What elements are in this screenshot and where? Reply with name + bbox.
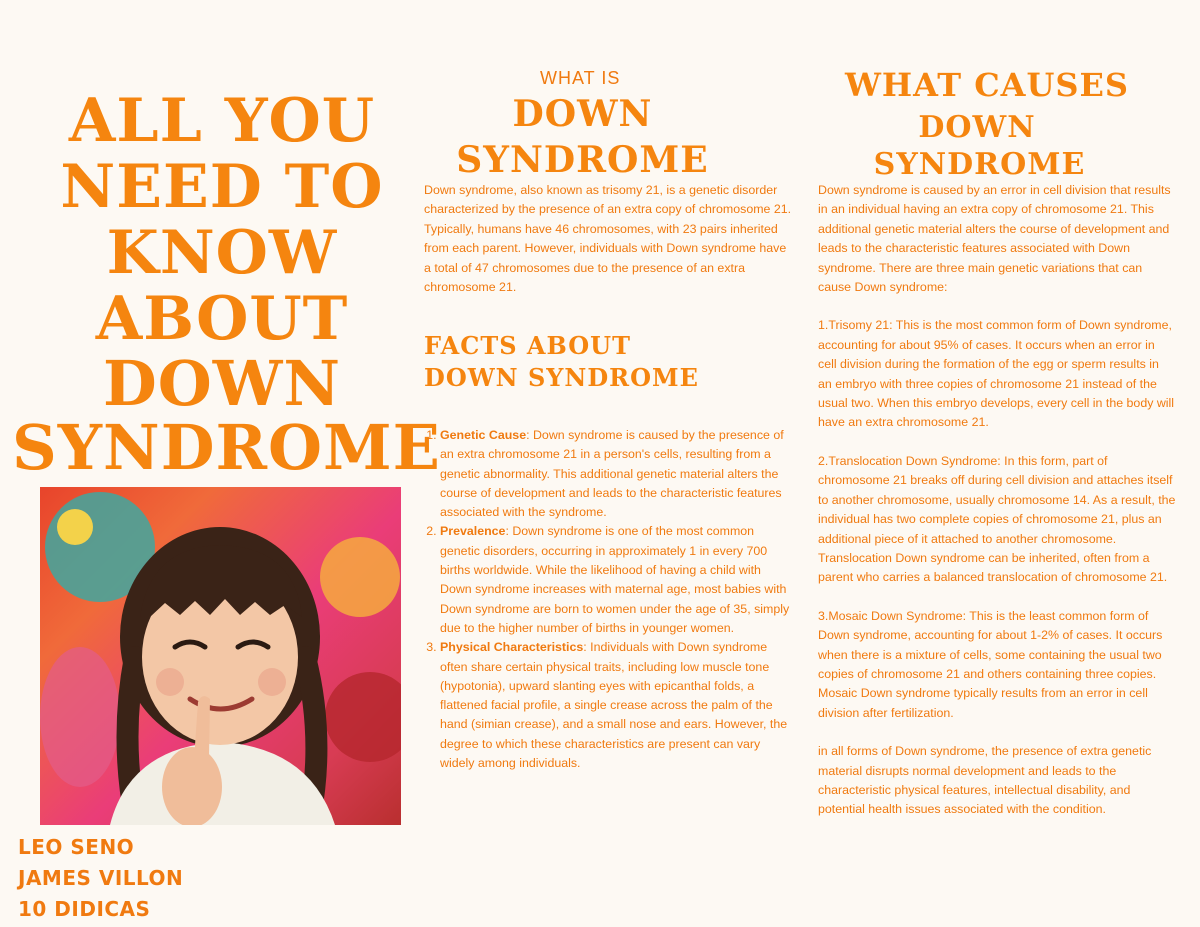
causes-title: DOWN bbox=[918, 110, 1036, 145]
what-is-pretitle: WHAT IS bbox=[540, 68, 621, 88]
cover-title-line: ALL YOU bbox=[68, 86, 376, 156]
child-illustration bbox=[40, 487, 401, 825]
author-name: JAMES VILLON bbox=[18, 866, 184, 890]
what-is-title: SYNDROME bbox=[456, 139, 709, 181]
causes-body bbox=[818, 181, 1176, 839]
causes-paragraph: Down syndrome is caused by an error in cell division that results in an individual having an extra copy of chromosome 21. This additional genetic material alters the course of development and leads to the characteristic features associated with Down syndrome. There are three main genetic variations that can cause Down syndrome: bbox=[818, 183, 1171, 295]
fact-term: Genetic Cause bbox=[440, 428, 527, 442]
facts-title-line: DOWN SYNDROME bbox=[424, 363, 699, 392]
fact-text: : Individuals with Down syndrome often share certain physical traits, including low muscle tone (hypotonia), upward slanting eyes with epicanthal folds, a flattened facial profile, a single crease across the palm of the hand (simian crease), and a small nose and ears. However, the degree to which these characteristics are present can vary widely among individuals. bbox=[440, 640, 788, 771]
fact-item bbox=[440, 426, 795, 522]
what-is-title: DOWN bbox=[512, 93, 653, 135]
cover-title-main: SYNDROME bbox=[12, 411, 441, 484]
facts-title bbox=[424, 330, 699, 394]
fact-item bbox=[440, 522, 795, 638]
causes-paragraph: in all forms of Down syndrome, the presence of extra genetic material disrupts normal development and leads to the characteristic physical features, intellectual disability, and potential health issues associated with the condition. bbox=[818, 744, 1152, 817]
fact-text: : Down syndrome is one of the most common genetic disorders, occurring in approximately 1 in every 700 births worldwide. While the likelihood of having a child with Down syndrome increases with maternal age, most babies with Down syndrome are born to women under the age of 35, simply due to the higher number of births in younger women. bbox=[440, 524, 790, 635]
cover-title-line: KNOW bbox=[106, 218, 338, 288]
causes-paragraph: 2.Translocation Down Syndrome: In this form, part of chromosome 21 breaks off during cell division and attaches itself to another chromosome, usually chromosome 14. As a result, the individual has two complete copies of chromosome 21, plus an additional piece of it attached to another chromosome. Translocation Down syndrome can be inherited, often from a parent who carries a balanced translocation of chromosome 21. bbox=[818, 453, 1176, 585]
cover-title-main: DOWN bbox=[102, 347, 342, 420]
cover-title-line: ABOUT bbox=[95, 284, 349, 354]
causes-title: WHAT CAUSES bbox=[844, 66, 1129, 104]
what-is-body: Down syndrome, also known as trisomy 21, is a genetic disorder characterized by the presence of an extra copy of chromosome 21. Typically, humans have 46 chromosomes, with 23 pairs inherited from each parent. However, individuals with Down syndrome have a total of 47 chromosomes due to the presence of an extra chromosome 21. bbox=[424, 183, 792, 295]
fact-item bbox=[440, 638, 795, 773]
causes-paragraph: 1.Trisomy 21: This is the most common form of Down syndrome, accounting for about 95% of cases. It occurs when an error in cell division during the formation of the egg or sperm results in an embryo with three copies of chromosome 21 instead of the usual two. When this embryo develops, every cell in the body will have an extra chromosome 21. bbox=[818, 318, 1175, 430]
fact-term: Physical Characteristics bbox=[440, 640, 584, 655]
authors-list bbox=[18, 832, 183, 925]
facts-list bbox=[422, 426, 795, 773]
causes-title: SYNDROME bbox=[873, 147, 1086, 182]
child-photo bbox=[40, 487, 401, 825]
facts-title-line: FACTS ABOUT bbox=[424, 331, 631, 360]
author-name: LEO SENO bbox=[18, 835, 135, 859]
fact-term: Prevalence bbox=[440, 524, 506, 539]
author-name: 10 DIDICAS bbox=[18, 897, 151, 921]
cover-title bbox=[12, 86, 441, 484]
cover-title-line: NEED TO bbox=[60, 152, 384, 222]
fact-text: : Down syndrome is caused by the presence of an extra chromosome 21 in a person's cells, resulting from a genetic abnormality. This additional genetic material alters the course of development and leads to the characteristic features associated with the syndrome. bbox=[440, 428, 784, 520]
causes-paragraph: 3.Mosaic Down Syndrome: This is the least common form of Down syndrome, accounting for about 1-2% of cases. It occurs when there is a mixture of cells, some containing the usual two copies of chromosome 21 and others containing three copies. Mosaic Down syndrome typically results from an error in cell division after fertilization. bbox=[818, 608, 1163, 720]
